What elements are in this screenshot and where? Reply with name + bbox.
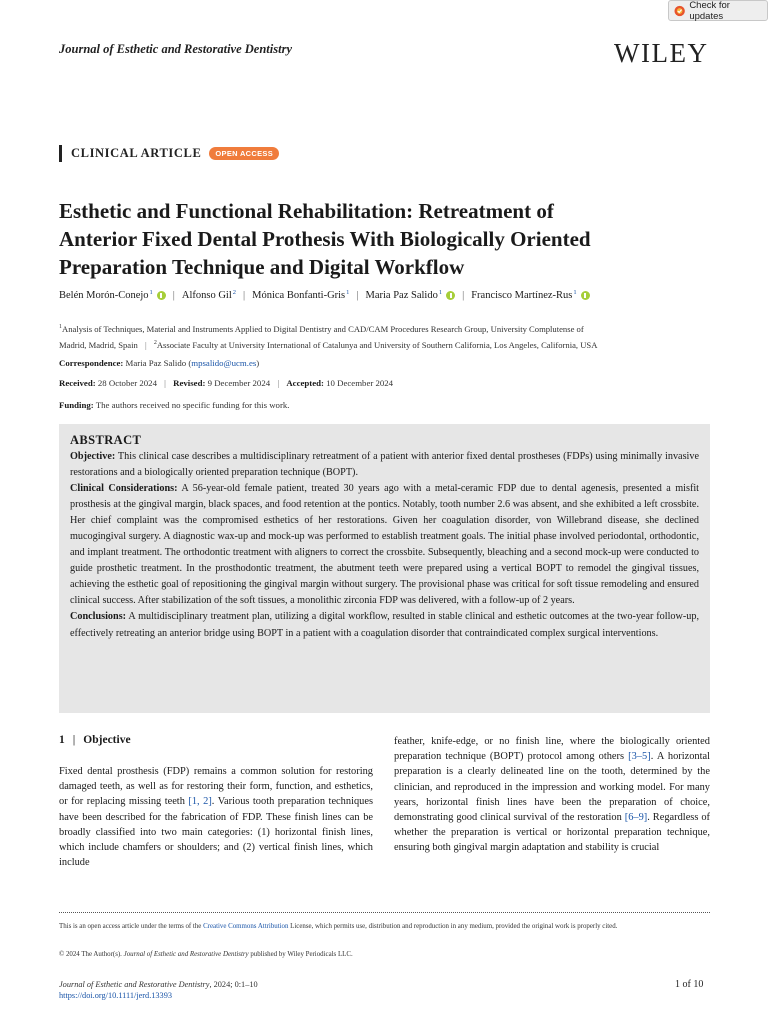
author-name[interactable]: Alfonso Gil [181,290,232,301]
open-access-badge: OPEN ACCESS [209,147,279,160]
title-line-1: Esthetic and Functional Rehabilitation: Retreatment of [59,199,554,223]
author-name[interactable]: Mónica Bonfanti-Gris [252,290,346,301]
author-name[interactable]: Francisco Martínez-Rus [471,290,573,301]
affiliations: $^1$Analysis of Techniques, Material and Instruments Applied to Digital Dentistry and CAD/CAM Procedures Research Group, University Complutense of Madrid, Madrid, Spain | $^2$Associate Faculty at University International of Catalunya and University of Southern California, Los Angeles, California, USA [59,323,598,350]
funding: Funding: The authors received no specific funding for this work. [59,400,290,410]
author-list [59,290,719,301]
affiliation-1-b: Madrid, Madrid, Spain [59,339,138,350]
body-paragraph: feather, knife-edge, or no finish line, where the biologically oriented preparation technique (BOPT) protocol among others [3–5]. A horizontal preparation is a clearly delineated line on the tooth, determined by the clinician, and reproduced in the impression and working model. For many years, horizontal finish lines have been the preparation of choice, demonstrating good clinical survival of the restoration [6–9]. Regardless of whether the preparation is vertical or horizontal preparation technique, ensuring both gingival margin adaptation and stability is crucial [394,736,710,854]
article-type-bar [59,145,279,162]
author[interactable] [471,290,589,301]
publisher-logo: WILEY [614,38,709,68]
article-dates: Received: 28 October 2024 | Revised: 9 December 2024 | Accepted: 10 December 2024 [59,378,394,388]
abstract-objective: Objective: This clinical case describes a multidisciplinary retreatment of a patient with anterior fixed dental prostheses (FDPs) using minimally invasive restorations and a biologically oriented preparation technique (BOPT). [70,451,699,479]
author[interactable] [366,290,456,301]
copyright-note: © 2024 The Author(s). Journal of Esthetic and Restorative Dentistry published by Wiley Periodicals LLC. [59,951,353,958]
received-date: 28 October 2024 [97,378,157,388]
author-separator: | [243,290,246,301]
title-line-2: Anterior Fixed Dental Prothesis With Biologically Oriented [59,227,591,251]
abstract-box [59,424,710,713]
citation-link[interactable]: [3–5] [628,751,651,763]
affiliation-1-a: Analysis of Techniques, Material and Instruments Applied to Digital Dentistry and CAD/CAM Procedures Research Group, University Complutense of [62,323,584,334]
author-affiliation-mark: 1 [149,289,153,296]
citation-link[interactable]: [6–9] [624,812,648,824]
correspondence: Correspondence: Maria Paz Salido (mpsalido@ucm.es) [59,358,260,368]
orcid-icon[interactable] [157,291,166,300]
doi-link[interactable]: https://doi.org/10.1111/jerd.13393 [59,991,173,1000]
author[interactable] [252,290,349,301]
author-affiliation-mark: 1 [438,289,443,296]
correspondence-email-link[interactable]: mpsalido@ucm.es [191,358,257,368]
author-separator: | [462,290,465,301]
section-heading: 1 | Objective [59,734,131,746]
author-affiliation-mark: 2 [232,289,237,296]
orcid-icon[interactable] [581,291,590,300]
footnote-divider [59,912,710,913]
author[interactable] [59,290,166,301]
author[interactable] [182,290,236,301]
check-for-updates-button[interactable] [668,0,768,21]
body-paragraph: Fixed dental prosthesis (FDP) remains a common solution for restoring damaged teeth, as well as for restoring their form, function, and esthetics, or for replacing missing teeth [1, 2]. Various tooth preparation techniques have been described for the fabrication of FDP. These finish lines can be broadly classified into two main categories: (1) horizontal finish lines, which include chamfers or shoulders; and (2) vertical finish lines, which include [59,766,373,869]
body-column-left [59,734,373,870]
author-name[interactable]: Belén Morón-Conejo [59,290,149,301]
article-type-marker [59,145,62,162]
author-name[interactable]: Maria Paz Salido [365,290,438,301]
author-affiliation-mark: 1 [346,289,350,296]
body-column-right [394,734,710,856]
title-line-3: Preparation Technique and Digital Workflow [59,255,465,279]
article-type: CLINICAL ARTICLE [71,146,202,160]
orcid-icon[interactable] [446,291,455,300]
accepted-date: 10 December 2024 [326,378,394,388]
affiliation-2: Associate Faculty at University International of Catalunya and University of Southern California, Los Angeles, California, USA [156,339,598,350]
abstract-heading: ABSTRACT [70,433,142,447]
revised-date: 9 December 2024 [207,378,271,388]
page-number: 1 of 10 [675,979,704,990]
check-updates-icon [674,5,685,17]
footer-citation: Journal of Esthetic and Restorative Dentistry, 2024; 0:1–10 [59,980,258,989]
abstract-conclusions: Conclusions: A multidisciplinary treatment plan, utilizing a digital workflow, resulted in stable clinical and esthetic outcomes at the two-year follow-up, effectively retreating an anterior bridge using BOPT in a patient with a coagulation disorder that contraindicated complex surgical interventions. [70,611,700,639]
abstract-clinical-considerations: Clinical Considerations: A 56-year-old female patient, treated 30 years ago with a metal-ceramic FDP due to dental agenesis, presented a misfit prosthesis at the gingival margin, black spaces, and food retention at the pontics. Notably, tooth number 2.6 was absent, and she exhibited a left crossbite. Her chief complaint was the compromised esthetics of her restorations. Given her coagulation disorder, von Willebrand disease, she declined mucogingival surgery. A diagnostic wax-up and mock-up was performed to establish treatment goals. The initial phase involved periodontal, orthodontic, and implant treatment. The orthodontic treatment with aligners to correct the crossbite. Subsequently, bleaching and a second mock-up were conducted to guide prosthetic treatment. In the prosthodontic treatment, the abutment teeth were prepared using a vertical BOPT to remodel the gingival tissues, achieving the esthetic goal of repositioning the gingival margin without surgery. The provisional phase was critical for soft tissue remodeling and ensured clinical success. After stabilization of the soft tissues, a monolithic zirconia FDP was delivered, with a follow-up of 2 years. [70,483,700,607]
author-affiliation-mark: 1 [573,289,577,296]
article-title [59,197,719,281]
citation-link[interactable]: [1, 2] [188,796,212,808]
creative-commons-link[interactable]: Creative Commons Attribution [203,923,289,930]
author-separator: | [356,290,359,301]
journal-name: Journal of Esthetic and Restorative Dentistry [59,42,293,56]
check-updates-label: Check for updates [689,0,730,22]
author-separator: | [172,290,175,301]
license-note: This is an open access article under the terms of the Creative Commons Attribution License, which permits use, distribution and reproduction in any medium, provided the original work is properly cited. [59,923,618,930]
